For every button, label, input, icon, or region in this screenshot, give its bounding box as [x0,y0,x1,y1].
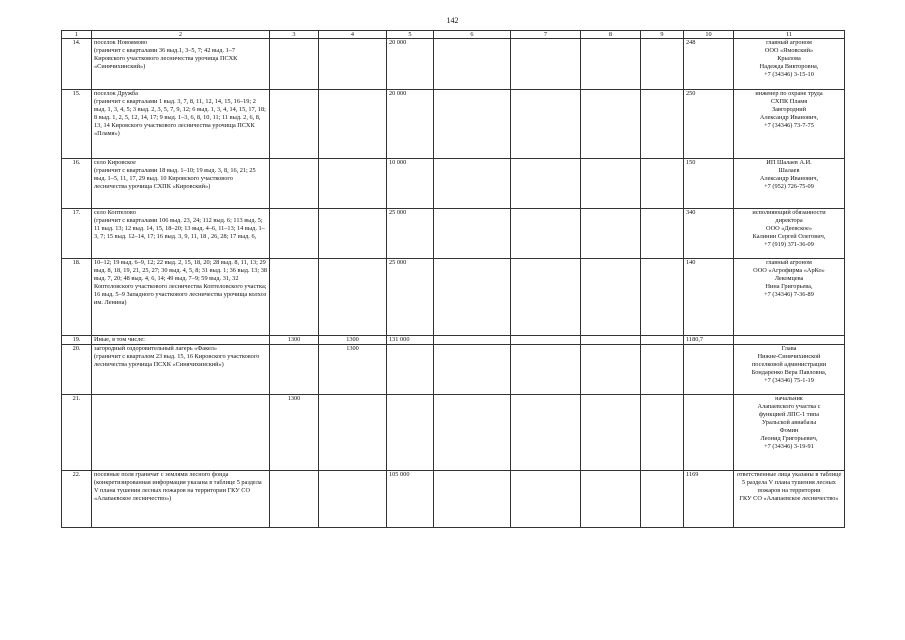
col3-value-cell [270,345,319,395]
page-number: 142 [446,16,459,25]
column-number: 8 [581,31,641,39]
col10-value-cell [684,345,734,395]
col3-value-cell [270,159,319,209]
col7-value-cell [511,259,581,336]
column-number: 9 [641,31,684,39]
table-row [62,209,845,259]
column-number: 2 [92,31,270,39]
description-cell [92,395,270,471]
column-number: 7 [511,31,581,39]
col10-value-cell: 150 [684,159,734,209]
col4-value-cell [319,395,387,471]
col6-value-cell [434,336,511,345]
col8-value-cell [581,471,641,528]
col3-value-cell [270,209,319,259]
description-cell: поселок Новоямово (граничит с кварталами 36 выд.1, 3–5, 7; 42 выд. 1–7 Кировского участкового лесничества урочища ПСХК «Синячихинский») [92,39,270,90]
col10-value-cell: 248 [684,39,734,90]
responsible-person-cell: исполняющий обязанности директора ООО «Деевское» Калинин Сергей Олегович, +7 (919) 371-36-09 [734,209,845,259]
col10-value-cell [684,395,734,471]
column-number: 6 [434,31,511,39]
col5-value-cell: 20 000 [387,39,434,90]
col7-value-cell [511,395,581,471]
row-number-cell: 19. [62,336,92,345]
col7-value-cell [511,39,581,90]
col8-value-cell [581,209,641,259]
table-row [62,159,845,209]
col5-value-cell: 10 000 [387,159,434,209]
responsible-person-cell: ответственные лица указаны в таблице 5 раздела V плана тушения лесных пожаров на территории ГКУ СО «Алапаевское лесничество» [734,471,845,528]
row-number-cell: 17. [62,209,92,259]
col4-value-cell [319,209,387,259]
col4-value-cell: 1300 [319,336,387,345]
responsible-person-cell: главный агроном ООО «Ямовский» Крылова Надежда Викторовна, +7 (34346) 3-15-10 [734,39,845,90]
col8-value-cell [581,345,641,395]
col5-value-cell: 25 000 [387,209,434,259]
col3-value-cell [270,259,319,336]
col5-value-cell: 131 000 [387,336,434,345]
col9-value-cell [641,471,684,528]
col4-value-cell: 1300 [319,345,387,395]
fire-plan-table [61,30,845,528]
col5-value-cell [387,345,434,395]
col9-value-cell [641,395,684,471]
col4-value-cell [319,471,387,528]
col4-value-cell [319,159,387,209]
col6-value-cell [434,345,511,395]
col3-value-cell: 1300 [270,336,319,345]
table-row [62,336,845,345]
col4-value-cell [319,259,387,336]
description-cell: 10–12; 19 выд. 6–9, 12; 22 выд. 2, 15, 18, 20; 28 выд. 8, 11, 13; 29 выд. 8, 18, 19, 21, 25, 27; 30 выд. 4, 5, 8; 31 выд. 1; 36 выд. 13; 38 выд. 7, 20; 48 выд. 4, 6, 14; 49 выд. 7–9; 59 выд. 31, 32 Коптеловского участкового лесничества Коптеловского участка; 16 выд. 5–9 Западного участкового лесничества урочища колхоз им. Ленина) [92,259,270,336]
table-row [62,39,845,90]
col9-value-cell [641,259,684,336]
col6-value-cell [434,90,511,159]
table-row [62,345,845,395]
col8-value-cell [581,90,641,159]
column-number: 11 [734,31,845,39]
description-cell: село Кировское (граничит с кварталами 18 выд. 1–10; 19 выд. 3, 8, 16, 21; 25 выд. 1–5, 11, 17, 29 выд. 10 Кировского участкового лесничества урочища СХПК «Кировский») [92,159,270,209]
description-cell: посевные поля граничат с землями лесного фонда (конкретизированная информация указана в таблице 5 раздела V плана тушения лесных пожаров на территории ГКУ СО «Алапаевское лесничество») [92,471,270,528]
col6-value-cell [434,209,511,259]
col9-value-cell [641,39,684,90]
column-number: 1 [62,31,92,39]
col7-value-cell [511,209,581,259]
description-cell: загородный оздоровительный лагерь «Факел» (граничит с кварталом 23 выд. 15, 16 Кировского участкового лесничества урочища ПСХК «Синячихинский») [92,345,270,395]
col5-value-cell [387,395,434,471]
col8-value-cell [581,259,641,336]
column-number: 3 [270,31,319,39]
col5-value-cell: 105 000 [387,471,434,528]
column-number: 10 [684,31,734,39]
responsible-person-cell: Глава Нижне-Синячихинской поселковой администрации Бондаренко Вера Павловна, +7 (34346) 75-1-19 [734,345,845,395]
row-number-cell: 22. [62,471,92,528]
col8-value-cell [581,395,641,471]
col5-value-cell: 25 000 [387,259,434,336]
responsible-person-cell: начальник Алапаевского участка с функцией ЛПС-1 типа Уральской авиабазы Фомин Леонид Григорьевич, +7 (34346) 3-19-91 [734,395,845,471]
description-cell: село Коптелово (граничит с кварталами 106 выд. 23, 24; 112 выд. 6; 113 выд. 5; 11 выд. 13; 12 выд. 14, 15, 18–20; 13 выд. 4–6, 11–13; 14 выд. 1–3, 7; 15 выд. 12–14, 17; 16 выд. 3, 9, 11, 18 , 26, 28; 17 выд. 6, [92,209,270,259]
row-number-cell: 16. [62,159,92,209]
col7-value-cell [511,345,581,395]
col3-value-cell [270,471,319,528]
row-number-cell: 14. [62,39,92,90]
col10-value-cell: 250 [684,90,734,159]
col6-value-cell [434,395,511,471]
col6-value-cell [434,259,511,336]
column-number: 4 [319,31,387,39]
col9-value-cell [641,90,684,159]
col6-value-cell [434,471,511,528]
col7-value-cell [511,90,581,159]
column-number-row [62,31,845,39]
col4-value-cell [319,90,387,159]
col10-value-cell: 340 [684,209,734,259]
row-number-cell: 15. [62,90,92,159]
description-cell: поселок Дружба (граничит с кварталами 1 выд. 3, 7, 8, 11, 12, 14, 15, 16–19; 2 выд. 1, 3, 4, 5; 3 выд. 2, 3, 5, 7, 9, 12; 6 выд. 1, 3, 4, 14, 15, 17, 18; 8 выд. 1, 2, 5, 12, 14, 17; 9 выд. 1–3, 6, 8, 10, 11; 11 выд. 2, 6, 8, 13, 14 Кировского участкового лесничества урочища ПСХК «Пламя») [92,90,270,159]
responsible-person-cell: ИП Шалаев А.И. Шалаев Александр Иванович, +7 (952) 726-75-09 [734,159,845,209]
responsible-person-cell [734,336,845,345]
row-number-cell: 18. [62,259,92,336]
col10-value-cell: 1169 [684,471,734,528]
row-number-cell: 20. [62,345,92,395]
table-row [62,395,845,471]
col10-value-cell: 1180,7 [684,336,734,345]
col6-value-cell [434,39,511,90]
col5-value-cell: 20 000 [387,90,434,159]
col7-value-cell [511,471,581,528]
col7-value-cell [511,159,581,209]
col7-value-cell [511,336,581,345]
col9-value-cell [641,345,684,395]
col9-value-cell [641,159,684,209]
row-number-cell: 21. [62,395,92,471]
table-row [62,259,845,336]
col3-value-cell [270,39,319,90]
col8-value-cell [581,39,641,90]
col9-value-cell [641,209,684,259]
table-row [62,471,845,528]
col10-value-cell: 140 [684,259,734,336]
col8-value-cell [581,159,641,209]
col6-value-cell [434,159,511,209]
col3-value-cell: 1300 [270,395,319,471]
table-row [62,90,845,159]
responsible-person-cell: главный агроном ООО «Агрофирма «АрКо» Лекомцева Нина Григорьева, +7 (34346) 7-36-89 [734,259,845,336]
col4-value-cell [319,39,387,90]
col8-value-cell [581,336,641,345]
col9-value-cell [641,336,684,345]
column-number: 5 [387,31,434,39]
responsible-person-cell: инженер по охране труда СХПК Пламя Завгородний Александр Иванович, +7 (34346) 73-7-75 [734,90,845,159]
description-cell: Иные, в том числе: [92,336,270,345]
col3-value-cell [270,90,319,159]
